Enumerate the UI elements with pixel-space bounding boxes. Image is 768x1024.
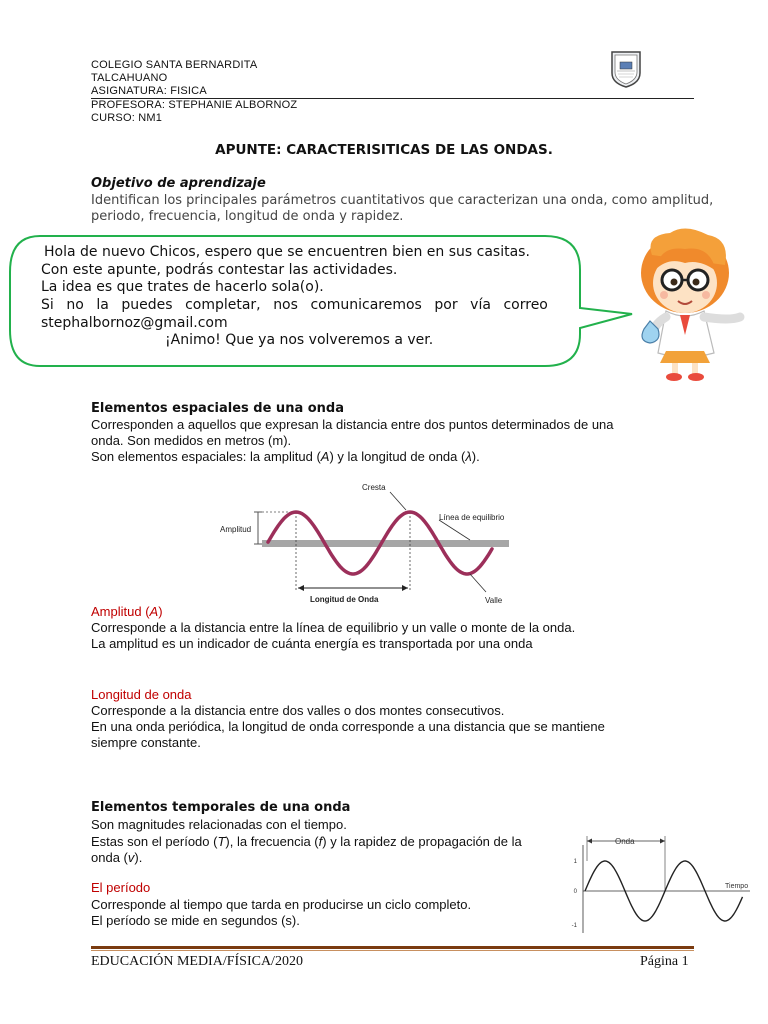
time-axis-label: Tiempo [725,883,749,890]
amplitude-label: Amplitud [220,525,252,534]
bubble-line-2: Con este apunte, podrás contestar las actividades. [41,262,398,278]
temporal-heading: Elementos temporales de una onda [91,800,351,815]
tick-label: 0 [573,889,577,895]
objective-line-1: Identifican los principales parámetros cuantitativos que caracterizan una onda, como amplitud, [91,193,714,208]
bubble-word: completar, [185,297,261,313]
bubble-word: Si [41,297,54,313]
bubble-word: puedes [121,297,173,313]
bubble-word: correo [503,297,548,313]
amplitude-line-2: La amplitud es un indicador de cuánta energía es transportada por una onda [91,636,533,651]
tick-label: -1 [571,923,577,929]
bubble-word: nos [273,297,298,313]
symbol-lambda: λ [465,449,472,464]
period-line-1: Corresponde al tiempo que tarda en producirse un ciclo completo. [91,897,472,912]
period-label: Onda [615,837,635,846]
page-title: APUNTE: CARACTERISITICAS DE LAS ONDAS. [215,142,553,158]
spatial-line-3: Son elementos espaciales: la amplitud (A) y la longitud de onda (λ). [91,449,480,464]
valley-pointer [470,574,486,592]
temporal-line-1: Son magnitudes relacionadas con el tiempo. [91,817,347,832]
footer-rule [91,946,694,949]
spatial-heading: Elementos espaciales de una onda [91,401,345,416]
temporal-line-2: Estas son el período (T), la frecuencia (f) y la rapidez de propagación de la [91,834,522,849]
objective-line-2: periodo, frecuencia, longitud de onda y rapidez. [91,209,404,224]
objective-heading: Objetivo de aprendizaje [91,176,266,191]
bubble-line-6: ¡Animo! Que ya nos volveremos a ver. [165,332,434,348]
school-city: TALCAHUANO [91,72,168,84]
bubble-word: por [434,297,458,313]
equilibrium-label: Línea de equilibrio [439,513,505,522]
tick-label: 1 [573,859,577,865]
valley-label: Valle [485,596,503,605]
crest-label: Cresta [362,483,386,492]
period-heading: El período [91,880,151,895]
cartoon-scientist-illustration [630,225,760,383]
wave-diagram [214,478,524,608]
amplitude-heading: Amplitud (A) [91,604,163,619]
wavelength-line-2: En una onda periódica, la longitud de onda corresponde a una distancia que se mantiene [91,719,605,734]
wavelength-heading: Longitud de onda [91,687,192,702]
equilibrium-pointer [439,520,470,540]
amplitude-line-1: Corresponde a la distancia entre la línea de equilibrio y un valle o monte de la onda. [91,620,576,635]
bubble-line-4 [41,297,548,315]
bubble-line-1: Hola de nuevo Chicos, espero que se encuentren bien en sus casitas. [44,244,530,260]
bubble-word: comunicaremos [310,297,422,313]
wavelength-line-3: siempre constante. [91,735,201,750]
wavelength-line-1: Corresponde a la distancia entre dos valles o dos montes consecutivos. [91,703,505,718]
bubble-word: la [96,297,109,313]
school-crest-logo [609,49,643,89]
teacher: PROFESORA: STEPHANIE ALBORNOZ [91,99,298,111]
subject: ASIGNATURA: FISICA [91,85,207,97]
page-number: Página 1 [640,954,689,969]
temporal-line-3: onda (v). [91,850,143,865]
bubble-word: vía [470,297,491,313]
period-line-2: El período se mide en segundos (s). [91,913,300,928]
bubble-word: no [66,297,84,313]
spatial-line-1: Corresponden a aquellos que expresan la distancia entre dos puntos determinados de una [91,417,614,432]
bubble-email: stephalbornoz@gmail.com [41,315,228,331]
crest-pointer [390,492,406,510]
wavelength-label: Longitud de Onda [310,595,379,604]
spatial-line-2: onda. Son medidos en metros (m). [91,433,292,448]
bubble-line-3: La idea es que trates de hacerlo sola(o). [41,279,324,295]
course: CURSO: NM1 [91,112,163,124]
footer-left: EDUCACIÓN MEDIA/FÍSICA/2020 [91,954,303,969]
equilibrium-line [262,540,509,547]
period-wave-chart [565,833,755,938]
school-name: COLEGIO SANTA BERNARDITA [91,59,258,71]
symbol-amplitude: A [320,449,330,464]
